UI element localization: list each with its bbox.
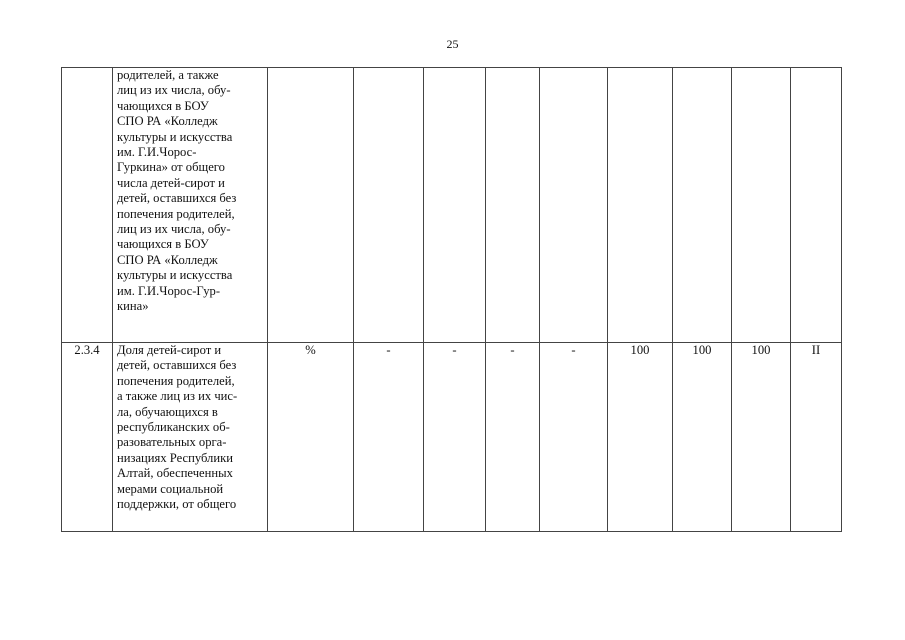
value-cell	[540, 68, 608, 343]
description-line: чающихся в БОУ	[117, 98, 209, 113]
value-cell: 100	[732, 343, 791, 532]
description-line: им. Г.И.Чорос-	[117, 145, 197, 160]
description-line: а также лиц из их чис-	[117, 389, 238, 404]
description-line: чающихся в БОУ	[117, 237, 209, 252]
description-line: детей, оставшихся без	[117, 191, 237, 206]
description-line: лиц из их числа, обу-	[117, 83, 231, 98]
description-line: детей, оставшихся без	[117, 358, 237, 373]
value-cell: 100	[608, 343, 673, 532]
description-line: СПО РА «Колледж	[117, 252, 218, 267]
description-line: Доля детей-сирот и	[117, 343, 222, 357]
description-line: республиканских об-	[117, 420, 230, 435]
value-cell: -	[540, 343, 608, 532]
table-row	[62, 343, 842, 532]
table-row	[62, 68, 842, 343]
description-line: кина»	[117, 299, 149, 314]
value-cell: 100	[673, 343, 732, 532]
value-cell: -	[486, 343, 540, 532]
value-cell	[486, 68, 540, 343]
description-line: ла, обучающихся в	[117, 404, 218, 419]
row-number-cell	[62, 68, 113, 343]
description-line: Алтай, обеспеченных	[117, 466, 233, 481]
page-number: 25	[446, 37, 459, 51]
value-cell	[608, 68, 673, 343]
description-line: числа детей-сирот и	[117, 175, 225, 190]
description-line: низациях Республики	[117, 450, 233, 465]
description-cell	[113, 343, 268, 532]
description-line: культуры и искусства	[117, 129, 233, 144]
description-line: поддержки, от общего	[117, 497, 237, 512]
last-column-cell: II	[791, 343, 842, 532]
description-cell	[113, 68, 268, 343]
description-line: Гуркина» от общего	[117, 160, 225, 175]
value-cell	[673, 68, 732, 343]
description-line: лиц из их числа, обу-	[117, 222, 231, 237]
description-line: попечения родителей,	[117, 373, 235, 388]
value-cell	[354, 68, 424, 343]
value-cell: -	[354, 343, 424, 532]
last-column-cell	[791, 68, 842, 343]
description-line: попечения родителей,	[117, 206, 235, 221]
row-number-cell: 2.3.4	[62, 343, 113, 532]
unit-cell: %	[268, 343, 354, 532]
value-cell: -	[424, 343, 486, 532]
description-line: культуры и искусства	[117, 268, 233, 283]
description-line: родителей, а также	[117, 68, 219, 82]
indicator-table	[61, 67, 842, 532]
description-line: им. Г.И.Чорос-Гур-	[117, 283, 221, 298]
value-cell	[732, 68, 791, 343]
description-line: мерами социальной	[117, 481, 224, 496]
description-line: СПО РА «Колледж	[117, 114, 218, 129]
value-cell	[424, 68, 486, 343]
description-line: разовательных орга-	[117, 435, 227, 450]
unit-cell	[268, 68, 354, 343]
